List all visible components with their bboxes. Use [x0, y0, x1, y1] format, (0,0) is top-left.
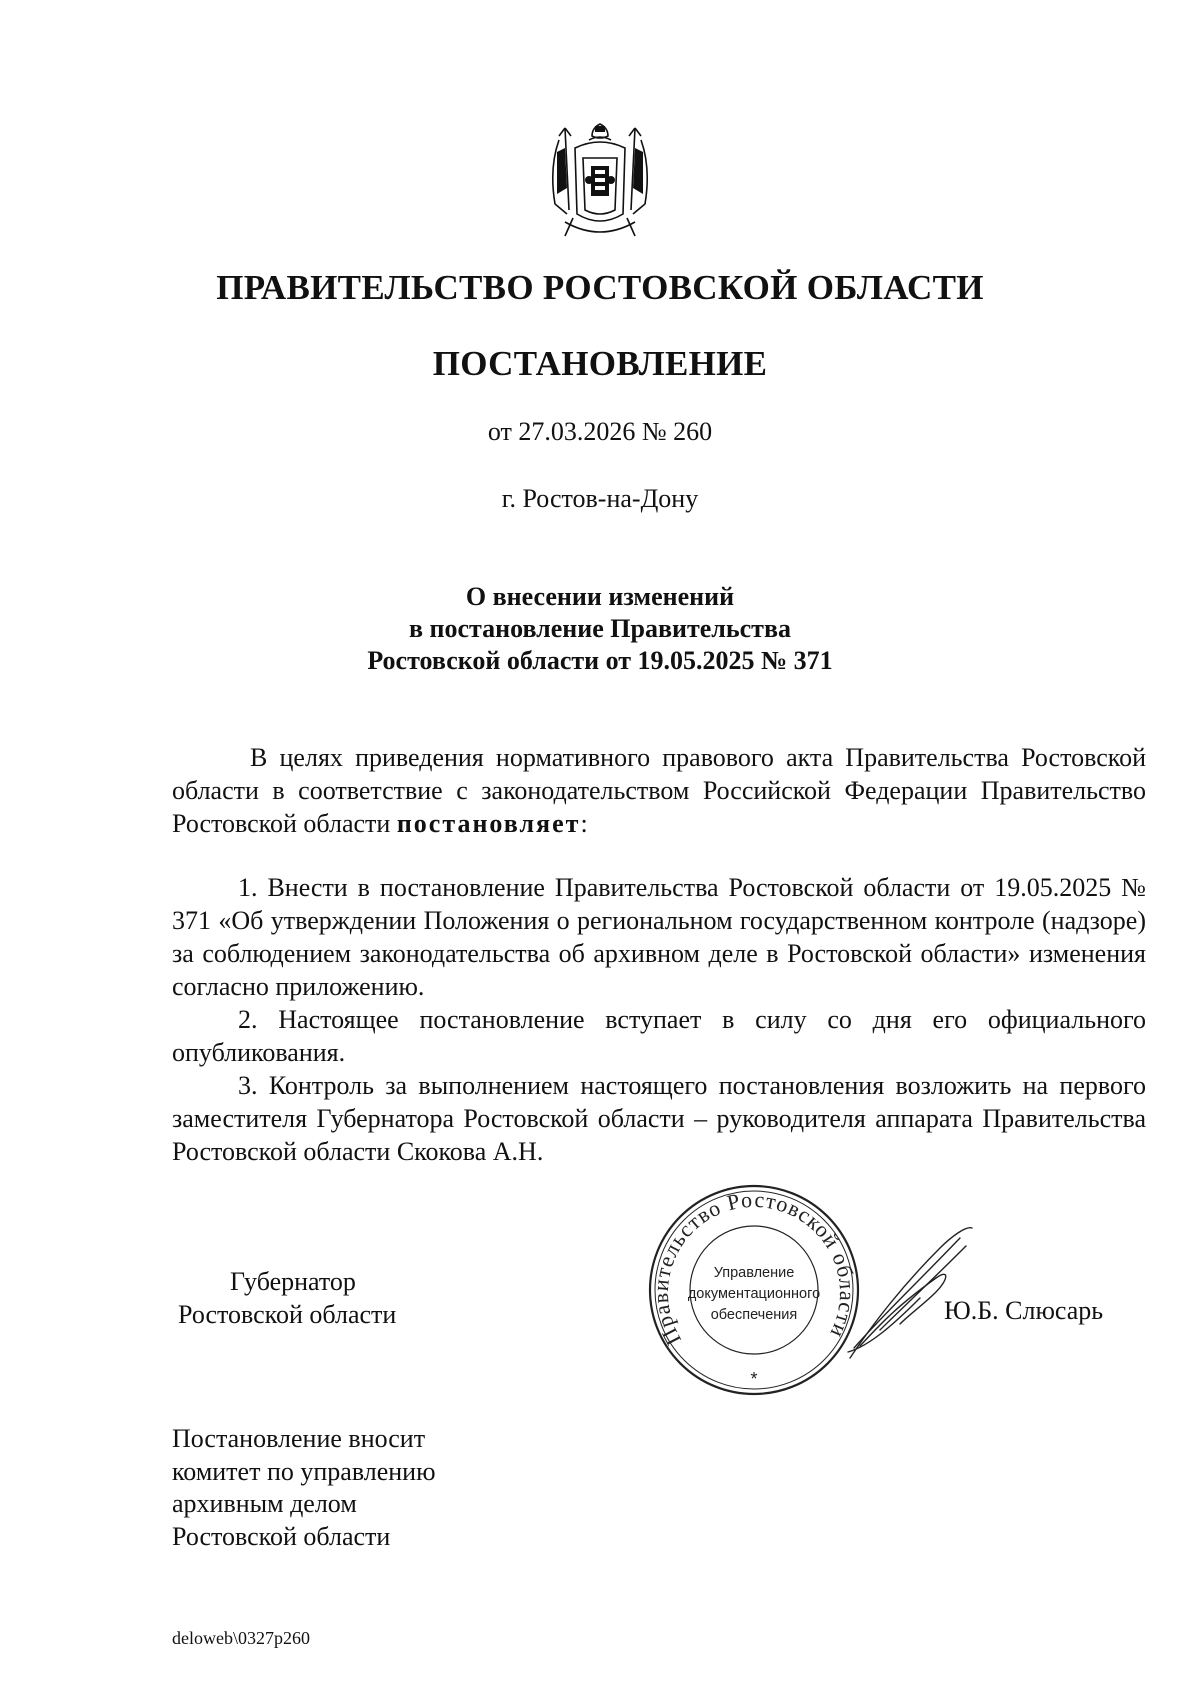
signatory-title: [178, 1265, 396, 1331]
signatory-title-line: Ростовской области: [178, 1300, 397, 1329]
submitter-block: [172, 1423, 436, 1553]
document-city: г. Ростов-на-Дону: [501, 484, 699, 513]
coat-of-arms-icon: [545, 118, 655, 244]
organization-name: ПРАВИТЕЛЬСТВО РОСТОВСКОЙ ОБЛАСТИ: [216, 268, 984, 307]
seal-center-line: документационного: [687, 1286, 821, 1302]
document-title-line: в постановление Правительства: [408, 614, 791, 643]
clause-item: 2. Настоящее постановление вступает в силу со дня его официального опубликования.: [172, 1005, 1146, 1067]
clauses-section: [172, 871, 1146, 1168]
clause-item: 1. Внести в постановление Правительства Ростовской области от 19.05.2025 № 371 «Об утверждении Положения о региональном государственном контроле (надзоре) за соблюдением законодательства об архивном деле в Ростовской области» изменения согласно приложению.: [172, 873, 1146, 1001]
preamble-text: В целях приведения нормативного правового акта Правительства Ростовской области в соответствие с законодательством Российской Федерации Правительство Ростовской области: [172, 743, 1146, 838]
document-title: [0, 581, 1200, 677]
document-type: ПОСТАНОВЛЕНИЕ: [432, 344, 768, 383]
decree-word: постановляет: [396, 809, 581, 838]
signatory-name: Ю.Б. Слюсарь: [944, 1296, 1104, 1325]
submitter-line: Ростовской области: [172, 1521, 391, 1551]
seal-center-line: обеспечения: [710, 1307, 798, 1323]
submitter-line: архивным делом: [172, 1489, 357, 1518]
preamble-suffix: :: [580, 809, 588, 838]
preamble-paragraph: [172, 741, 1146, 840]
signatory-title-line: Губернатор: [230, 1267, 356, 1296]
document-title-line: О внесении изменений: [465, 582, 735, 611]
clause-item: 3. Контроль за выполнением настоящего постановления возложить на первого заместителя Губернатора Ростовской области – руководителя аппарата Правительства Ростовской области Скокова А.Н.: [172, 1071, 1146, 1166]
seal-star: *: [750, 1369, 758, 1389]
official-seal: [644, 1180, 864, 1400]
document-title-line: Ростовской области от 19.05.2025 № 371: [367, 646, 833, 675]
document-footer-code: deloweb\0327p260: [172, 1628, 310, 1648]
submitter-line: Постановление вносит: [172, 1424, 426, 1453]
seal-ring-text: Правительство Ростовской области: [647, 1186, 861, 1350]
handwritten-signature-icon: [840, 1218, 980, 1368]
submitter-line: комитет по управлению: [172, 1456, 436, 1486]
seal-center-line: Управление: [713, 1265, 795, 1281]
document-date-number: от 27.03.2026 № 260: [487, 417, 713, 446]
